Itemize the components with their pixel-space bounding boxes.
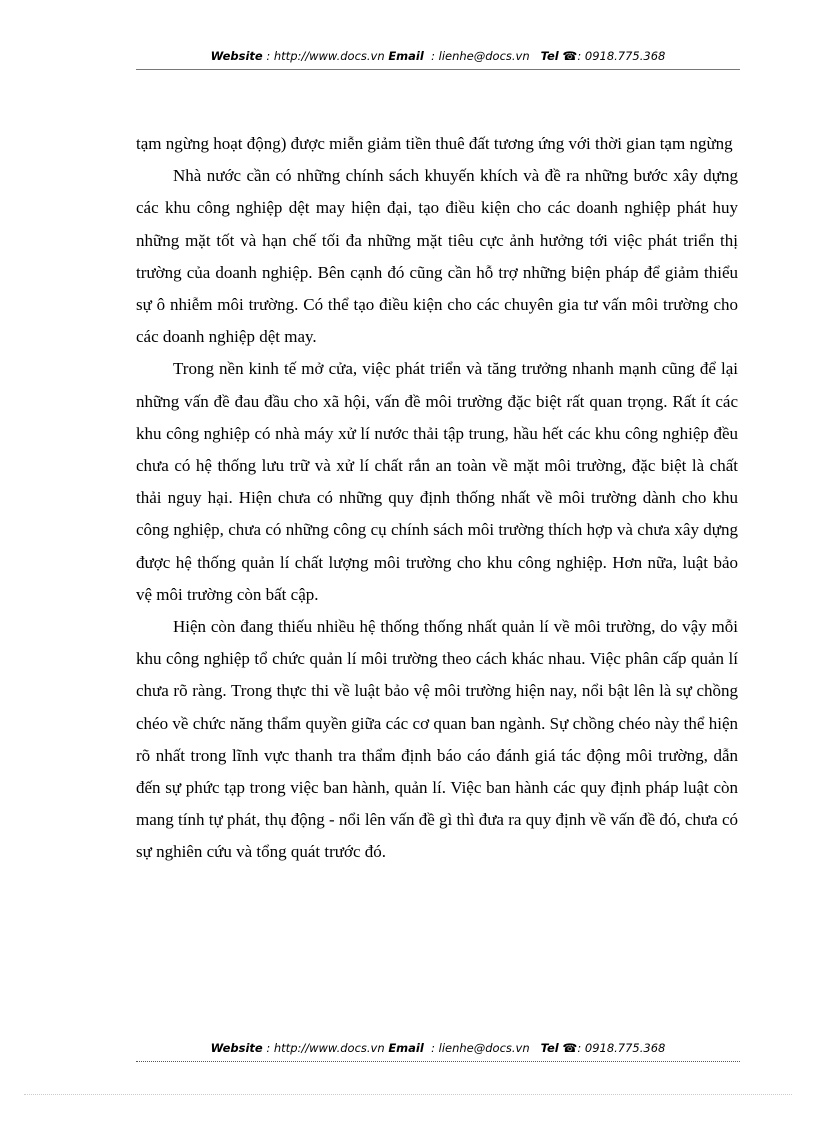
header-rule (136, 69, 740, 70)
footer-phone-icon: ☎ (562, 1041, 578, 1055)
paragraph-4: Hiện còn đang thiếu nhiều hệ thống thống nhất quản lí về môi trường, do vậy mỗi khu công nghiệp tổ chức quản lí môi trường theo cách khác nhau. Việc phân cấp quản lí chưa rõ ràng. Trong thực thi về luật bảo vệ môi trường hiện nay, nổi bật lên là sự chồng chéo về chức năng thẩm quyền giữa các cơ quan ban ngành. Sự chồng chéo này thể hiện rõ nhất trong lĩnh vực thanh tra thẩm định báo cáo đánh giá tác động môi trường, dẫn đến sự phức tạp trong việc ban hành, quản lí. Việc ban hành các quy định pháp luật còn mang tính tự phát, thụ động - nổi lên vấn đề gì thì đưa ra quy định về vấn đề đó, chưa có sự nghiên cứu và tổng quát trước đó. (136, 617, 738, 862)
footer-website-label: Website (210, 1041, 263, 1055)
document-body (136, 128, 738, 869)
footer-tel-number: : 0918.775.368 (577, 1041, 666, 1055)
page-bottom-divider (24, 1094, 792, 1095)
paragraph-3: Trong nền kinh tế mở cửa, việc phát triển và tăng trưởng nhanh mạnh cũng để lại những vấn đề đau đầu cho xã hội, vấn đề môi trường đặc biệt rất quan trọng. Rất ít các khu công nghiệp có nhà máy xử lí nước thải tập trung, hầu hết các khu công nghiệp đều chưa có hệ thống lưu trữ và xử lí chất rắn an toàn về mặt môi trường, đặc biệt là chất thải nguy hại. Hiện chưa có những quy định thống nhất về môi trường dành cho khu công nghiệp, chưa có những công cụ chính sách môi trường thích hợp và chưa xây dựng được hệ thống quản lí chất lượng môi trường cho khu công nghiệp. Hơn nữa, luật bảo vệ môi trường còn bất cập. (136, 359, 738, 604)
footer-website-url: : http://www.docs.vn (262, 1041, 389, 1055)
website-url: : http://www.docs.vn (262, 49, 389, 63)
paragraph-2: Nhà nước cần có những chính sách khuyến khích và đề ra những bước xây dựng các khu công nghiệp dệt may hiện đại, tạo điều kiện cho các doanh nghiệp phát huy những mặt tốt và hạn chế tối đa những mặt tiêu cực ảnh hưởng tới việc phát triển thị trường của doanh nghiệp. Bên cạnh đó cũng cần hỗ trợ những biện pháp để giảm thiểu sự ô nhiễm môi trường. Có thể tạo điều kiện cho các chuyên gia tư vấn môi trường cho các doanh nghiệp dệt may. (136, 166, 738, 347)
footer-tel-label: Tel (540, 1041, 559, 1055)
tel-number: : 0918.775.368 (577, 49, 666, 63)
page-header (136, 48, 740, 64)
phone-icon: ☎ (562, 49, 578, 63)
email-address: : lienhe@docs.vn (423, 49, 541, 63)
footer-rule (136, 1061, 740, 1062)
paragraph-1: tạm ngừng hoạt động) được miễn giảm tiền thuê đất tương ứng với thời gian tạm ngừng (136, 134, 733, 153)
website-label: Website (210, 49, 263, 63)
footer-email-label: Email (388, 1041, 424, 1055)
email-label: Email (388, 49, 424, 63)
tel-label: Tel (540, 49, 559, 63)
page-footer (136, 1040, 740, 1056)
footer-email-address: : lienhe@docs.vn (423, 1041, 541, 1055)
